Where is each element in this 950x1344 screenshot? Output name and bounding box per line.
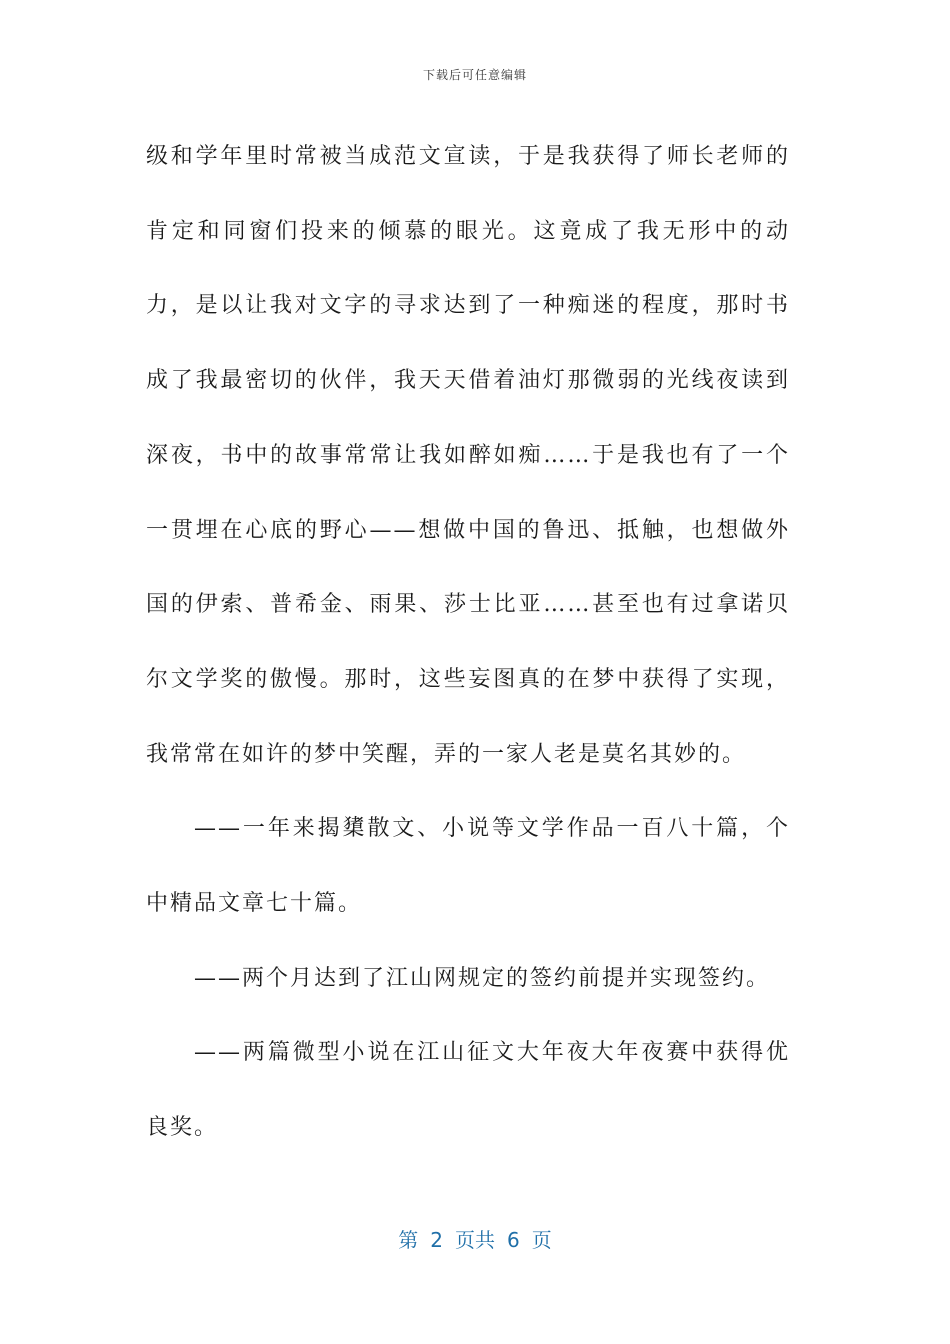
paragraph-1: 级和学年里时常被当成范文宣读，于是我获得了师长老师的肯定和同窗们投来的倾慕的眼光。这竟成了我无形中的动力，是以让我对文字的寻求达到了一种痴迷的程度，那时书成了我最密切的伙伴，我天天借着油灯那微弱的光线夜读到深夜，书中的故事常常让我如醉如痴……于是我也有了一个一贯埋在心底的野心——想做中国的鲁迅、抵触，也想做外国的伊索、普希金、雨果、莎士比亚……甚至也有过拿诺贝尔文学奖的傲慢。那时，这些妄图真的在梦中获得了实现，我常常在如许的梦中笑醒，弄的一家人老是莫名其妙的。 bbox=[146, 144, 790, 767]
footer-suffix: 页 bbox=[531, 1228, 552, 1252]
footer-middle: 页共 bbox=[455, 1228, 495, 1252]
paragraph-2: ——一年来揭橥散文、小说等文学作品一百八十篇，个中精品文章七十篇。 bbox=[146, 816, 790, 917]
document-body bbox=[146, 120, 790, 1166]
page-footer bbox=[0, 1224, 950, 1253]
paragraph-3: ——两个月达到了江山网规定的签约前提并实现签约。 bbox=[194, 965, 771, 991]
paragraph-4: ——两篇微型小说在江山征文大年夜大年夜赛中获得优良奖。 bbox=[146, 1040, 790, 1141]
header-note: 下载后可任意编辑 bbox=[422, 68, 527, 82]
footer-total-pages: 6 bbox=[507, 1228, 520, 1252]
footer-current-page: 2 bbox=[430, 1228, 443, 1252]
footer-prefix: 第 bbox=[398, 1228, 419, 1252]
